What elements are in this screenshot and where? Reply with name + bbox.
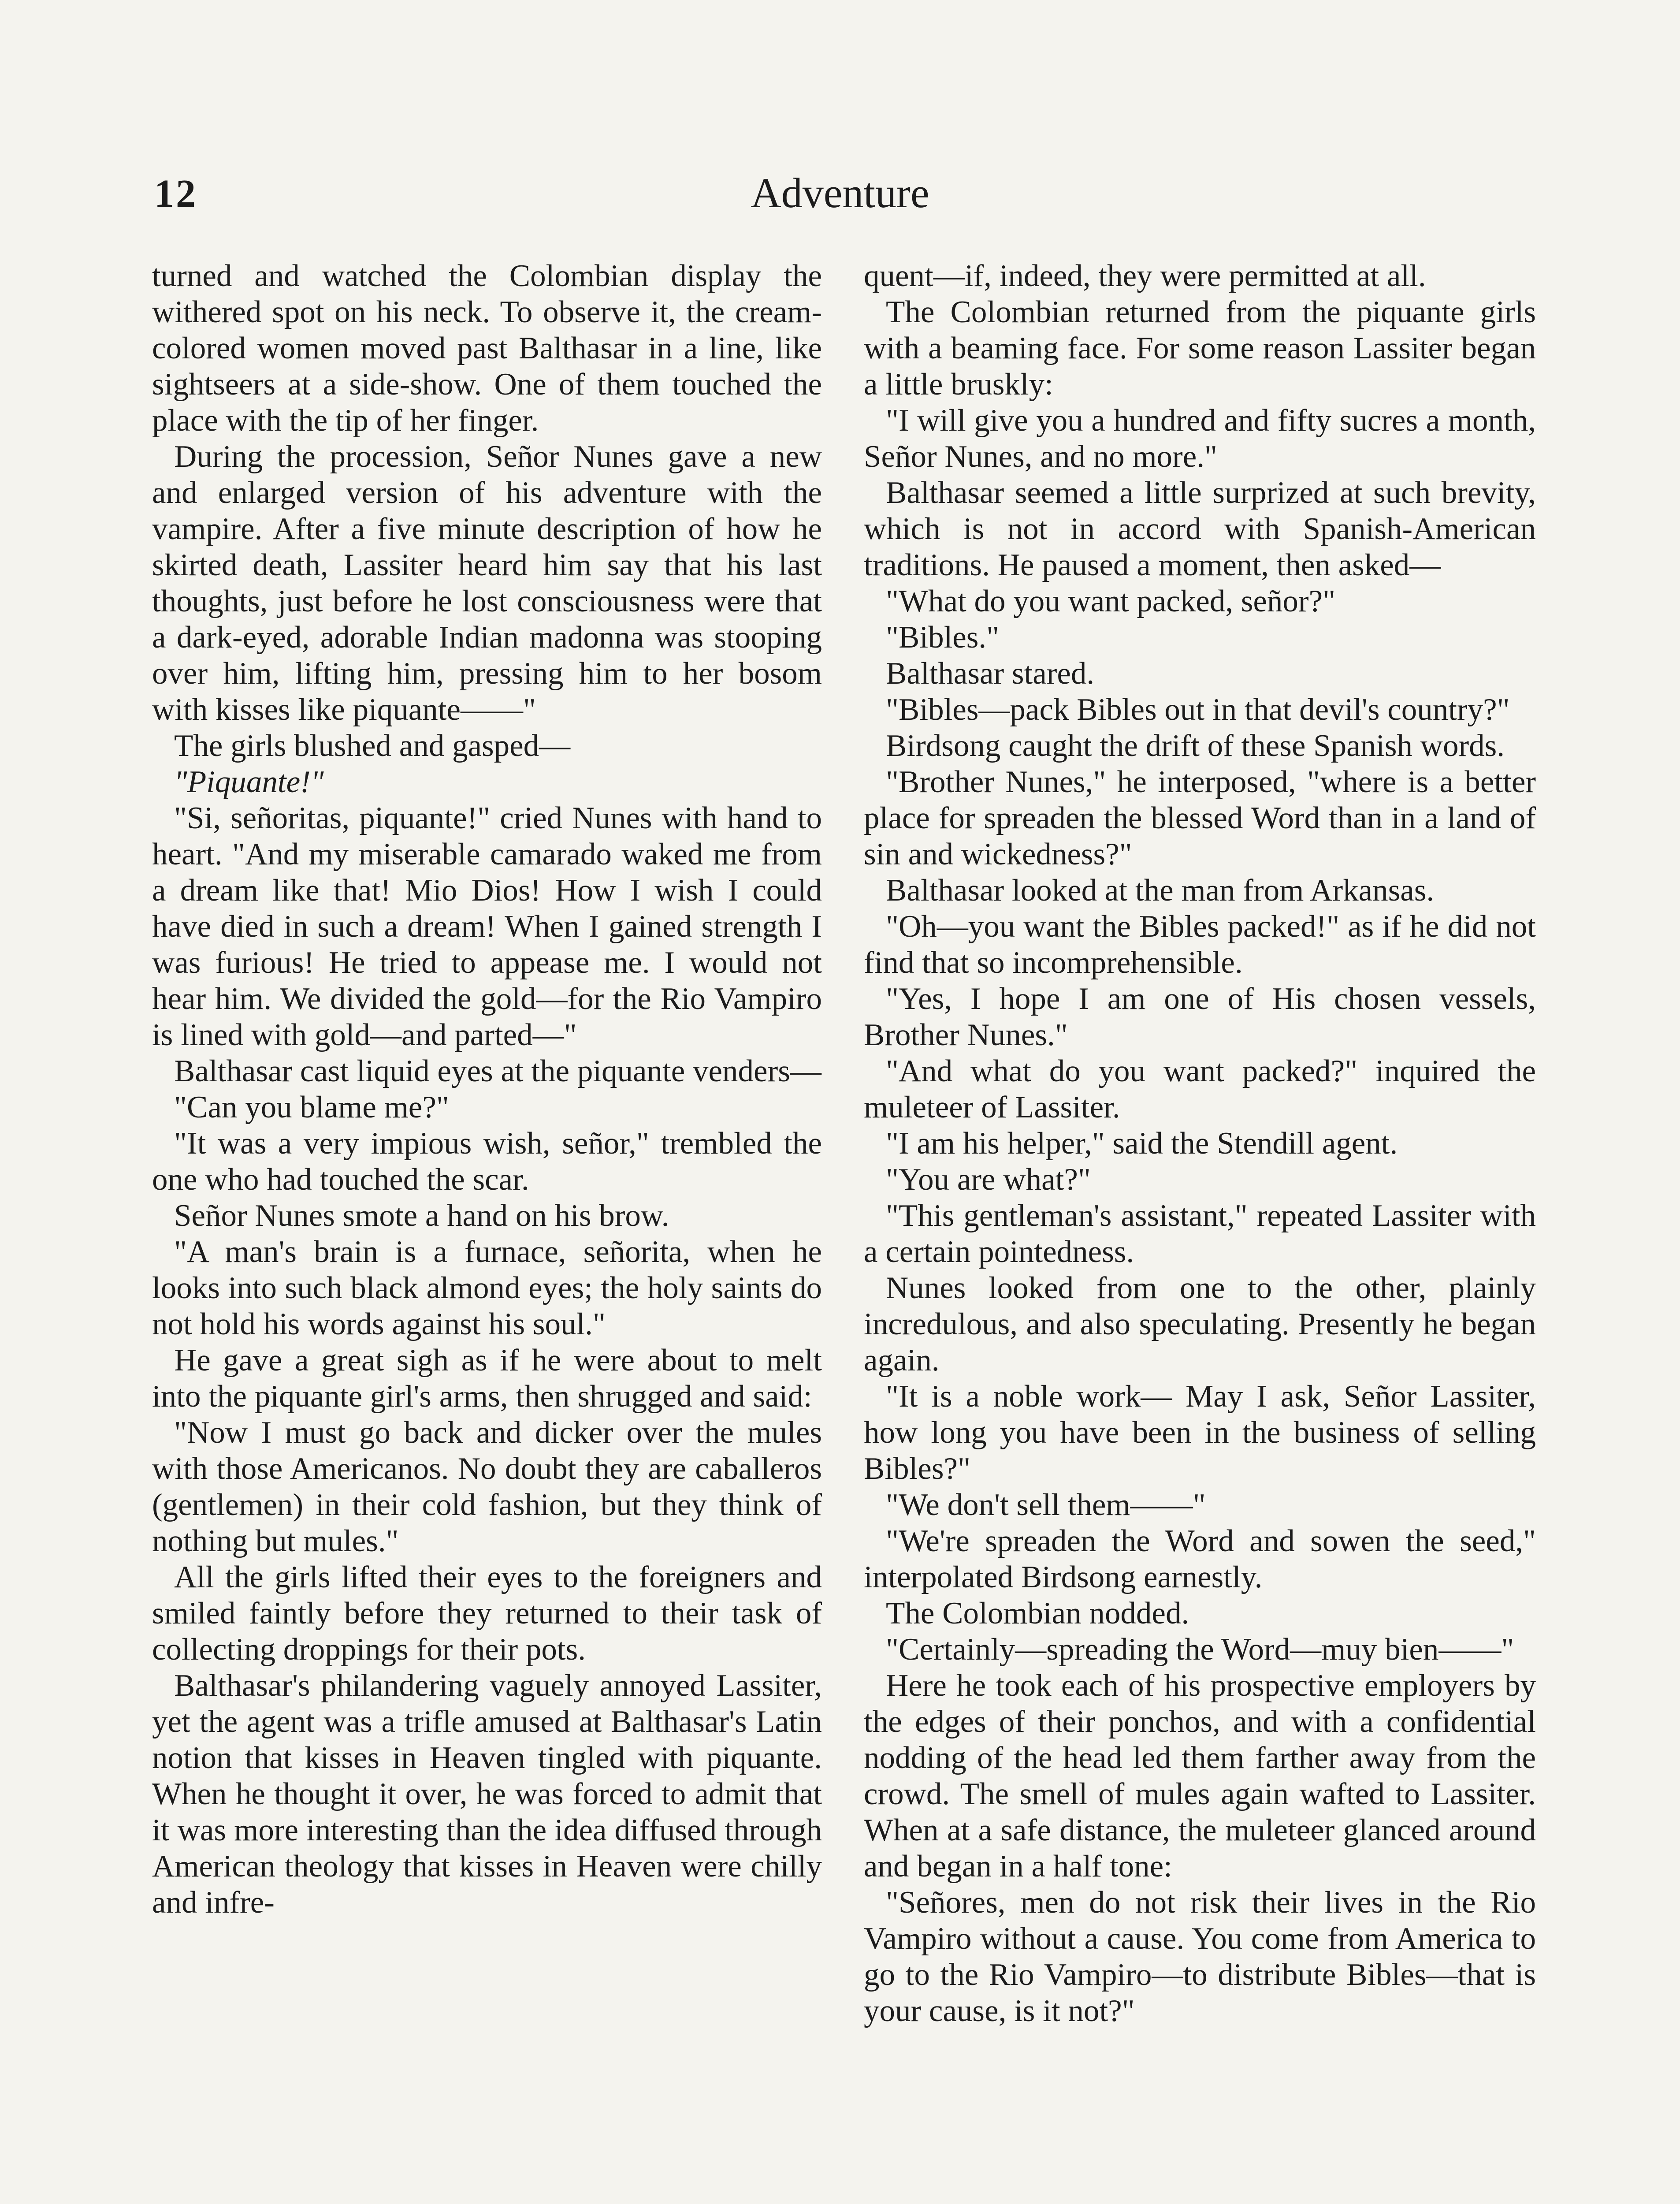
paragraph: The Colombian nodded.: [886, 1596, 1189, 1631]
paragraph: "Piquante!": [174, 765, 324, 799]
left-column: [152, 258, 822, 1921]
paragraph: "What do you want packed, señor?": [886, 584, 1336, 618]
paragraph: Nunes looked from one to the other, plainly incredulous, and also speculating. Presently he began again.: [864, 1271, 1536, 1378]
paragraph: "I will give you a hundred and fifty sucres a month, Señor Nunes, and no more.": [864, 403, 1536, 474]
paragraph: "It is a noble work— May I ask, Señor Lassiter, how long you have been in the business of selling Bibles?": [864, 1379, 1536, 1486]
right-column: [864, 258, 1536, 2029]
paragraph: "You are what?": [886, 1162, 1091, 1197]
paragraph: Balthasar seemed a little surprized at such brevity, which is not in accord with Spanish-American traditions. He paused a moment, then asked—: [864, 476, 1536, 582]
paragraph: "And what do you want packed?" inquired the muleteer of Lassiter.: [864, 1054, 1536, 1124]
paragraph: He gave a great sigh as if he were about to melt into the piquante girl's arms, then shrugged and said:: [152, 1343, 822, 1414]
paragraph: "Now I must go back and dicker over the mules with those Americanos. No doubt they are caballeros (gentlemen) in their cold fashion, but they think of nothing but mules.": [152, 1415, 822, 1558]
paragraph: "We don't sell them——": [886, 1488, 1206, 1522]
paragraph: "We're spreaden the Word and sowen the seed," interpolated Birdsong earnestly.: [864, 1524, 1536, 1594]
page-number: 12: [154, 172, 197, 216]
paragraph: "Oh—you want the Bibles packed!" as if he did not find that so incomprehensible.: [864, 909, 1536, 980]
paragraph: Balthasar's philandering vaguely annoyed Lassiter, yet the agent was a trifle amused at Balthasar's Latin notion that kisses in Heaven tingled with piquante. When he thought it over, he was forced to admit that it was more interesting than the idea diffused through American theology that kisses in Heaven were chilly and infre-: [152, 1668, 822, 1920]
magazine-title: Adventure: [751, 169, 929, 216]
paragraph: turned and watched the Colombian display the withered spot on his neck. To observe it, the cream-colored women moved past Balthasar in a line, like sightseers at a side-show. One of them touched the place with the tip of her finger.: [152, 259, 822, 438]
paragraph: "Bibles—pack Bibles out in that devil's country?": [886, 692, 1510, 727]
paragraph: quent—if, indeed, they were permitted at all.: [864, 259, 1426, 293]
paragraph: "Certainly—spreading the Word—muy bien——": [886, 1632, 1514, 1667]
paragraph: "Brother Nunes," he interposed, "where is a better place for spreaden the blessed Word than in a land of sin and wickedness?": [864, 765, 1536, 871]
paragraph: "This gentleman's assistant," repeated Lassiter with a certain pointedness.: [864, 1199, 1536, 1269]
paragraph: "Señores, men do not risk their lives in the Rio Vampiro without a cause. You come from America to go to the Rio Vampiro—to distribute Bibles—that is your cause, is it not?": [864, 1885, 1536, 2028]
paragraph: "It was a very impious wish, señor," trembled the one who had touched the scar.: [152, 1126, 822, 1197]
paragraph: Balthasar cast liquid eyes at the piquante venders—: [174, 1054, 821, 1088]
paragraph: All the girls lifted their eyes to the foreigners and smiled faintly before they returned to their task of collecting droppings for their pots.: [152, 1560, 822, 1667]
paragraph: The girls blushed and gasped—: [174, 729, 571, 763]
paragraph: The Colombian returned from the piquante girls with a beaming face. For some reason Lassiter began a little bruskly:: [864, 295, 1536, 402]
paragraph: Señor Nunes smote a hand on his brow.: [174, 1199, 669, 1233]
paragraph: Birdsong caught the drift of these Spanish words.: [886, 729, 1505, 763]
paragraph: Balthasar stared.: [886, 656, 1095, 691]
paragraph: "A man's brain is a furnace, señorita, when he looks into such black almond eyes; the holy saints do not hold his words against his soul.": [152, 1235, 822, 1341]
paragraph: "Bibles.": [886, 620, 1000, 655]
paragraph: Balthasar looked at the man from Arkansas.: [886, 873, 1435, 908]
paragraph: "I am his helper," said the Stendill agent.: [886, 1126, 1398, 1161]
paragraph: Here he took each of his prospective employers by the edges of their ponchos, and with a confidential nodding of the head led them farther away from the crowd. The smell of mules again wafted to Lassiter. When at a safe distance, the muleteer glanced around and began in a half tone:: [864, 1668, 1536, 1884]
paragraph: During the procession, Señor Nunes gave a new and enlarged version of his adventure with the vampire. After a five minute description of how he skirted death, Lassiter heard him say that his last thoughts, just before he lost consciousness were that a dark-eyed, adorable Indian madonna was stooping over him, lifting him, pressing him to her bosom with kisses like piquante——": [152, 439, 822, 727]
paragraph: "Si, señoritas, piquante!" cried Nunes with hand to heart. "And my miserable camarado waked me from a dream like that! Mio Dios! How I wish I could have died in such a dream! When I gained strength I was furious! He tried to appease me. I would not hear him. We divided the gold—for the Rio Vampiro is lined with gold—and parted—": [152, 801, 822, 1052]
paragraph: "Yes, I hope I am one of His chosen vessels, Brother Nunes.": [864, 982, 1536, 1052]
paragraph: "Can you blame me?": [174, 1090, 449, 1124]
